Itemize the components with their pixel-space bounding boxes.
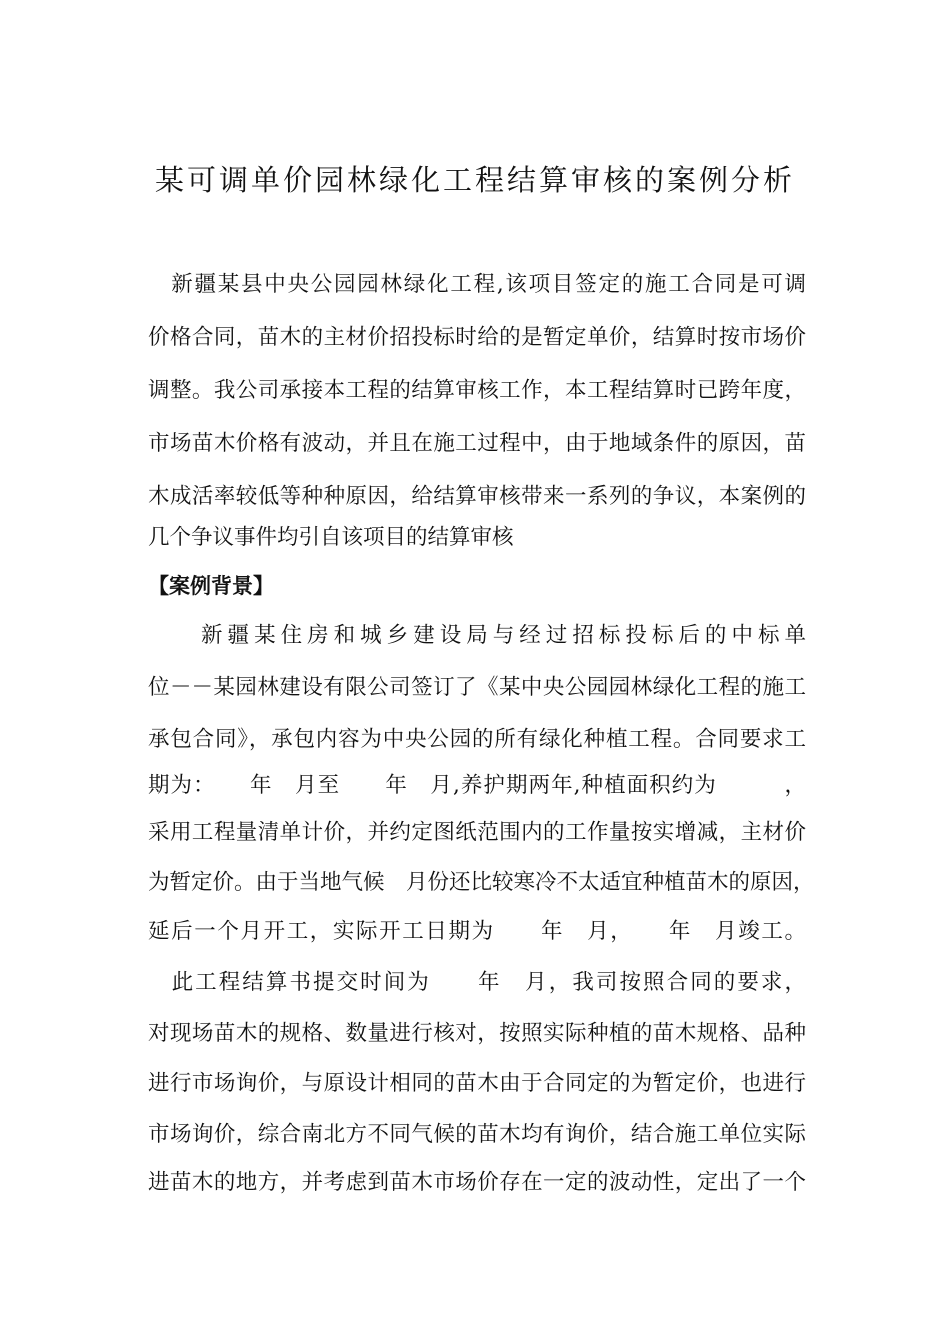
background-line-5: 采用工程量清单计价，并约定图纸范围内的工作量按实增减，主材价 xyxy=(148,820,806,845)
intro-line-3: 调整。我公司承接本工程的结算审核工作，本工程结算时已跨年度， xyxy=(148,378,806,403)
intro-line-5: 木成活率较低等种种原因，给结算审核带来一系列的争议，本案例的 xyxy=(148,484,806,509)
intro-line-4: 市场苗木价格有波动，并且在施工过程中，由于地域条件的原因，苗 xyxy=(148,431,806,456)
background-line-2: 位－－某园林建设有限公司签订了《某中央公园园林绿化工程的施工 xyxy=(148,675,806,700)
background-line-6: 为暂定价。由于当地气候 月份还比较寒冷不太适宜种植苗木的原因， xyxy=(148,870,815,895)
settlement-line-5: 进苗木的地方，并考虑到苗木市场价存在一定的波动性，定出了一个 xyxy=(148,1170,806,1195)
settlement-line-4: 市场询价，综合南北方不同气候的苗木均有询价，结合施工单位实际 xyxy=(148,1122,806,1147)
settlement-line-1: 此工程结算书提交时间为 年 月，我司按照合同的要求， xyxy=(148,970,806,995)
background-line-3: 承包合同》，承包内容为中央公园的所有绿化种植工程。合同要求工 xyxy=(148,727,806,752)
intro-line-6: 几个争议事件均引自该项目的结算审核 xyxy=(148,525,514,550)
settlement-line-3: 进行市场询价，与原设计相同的苗木由于合同定的为暂定价，也进行 xyxy=(148,1071,806,1096)
intro-line-2: 价格合同，苗木的主材价招投标时给的是暂定单价，结算时按市场价 xyxy=(148,325,806,350)
background-line-7: 延后一个月开工，实际开工日期为 年 月， 年 月竣工。 xyxy=(148,919,806,944)
settlement-line-2: 对现场苗木的规格、数量进行核对，按照实际种植的苗木规格、品种 xyxy=(148,1021,806,1046)
background-line-4: 期为： 年 月至 年 月,养护期两年,种植面积约为 ， xyxy=(148,773,806,798)
intro-line-1: 新疆某县中央公园园林绿化工程,该项目签定的施工合同是可调 xyxy=(148,272,806,297)
document-title: 某可调单价园林绿化工程结算审核的案例分析 xyxy=(154,163,795,197)
section-heading: 【案例背景】 xyxy=(148,574,274,598)
background-line-1: 新疆某住房和城乡建设局与经过招标投标后的中标单 xyxy=(148,623,806,648)
